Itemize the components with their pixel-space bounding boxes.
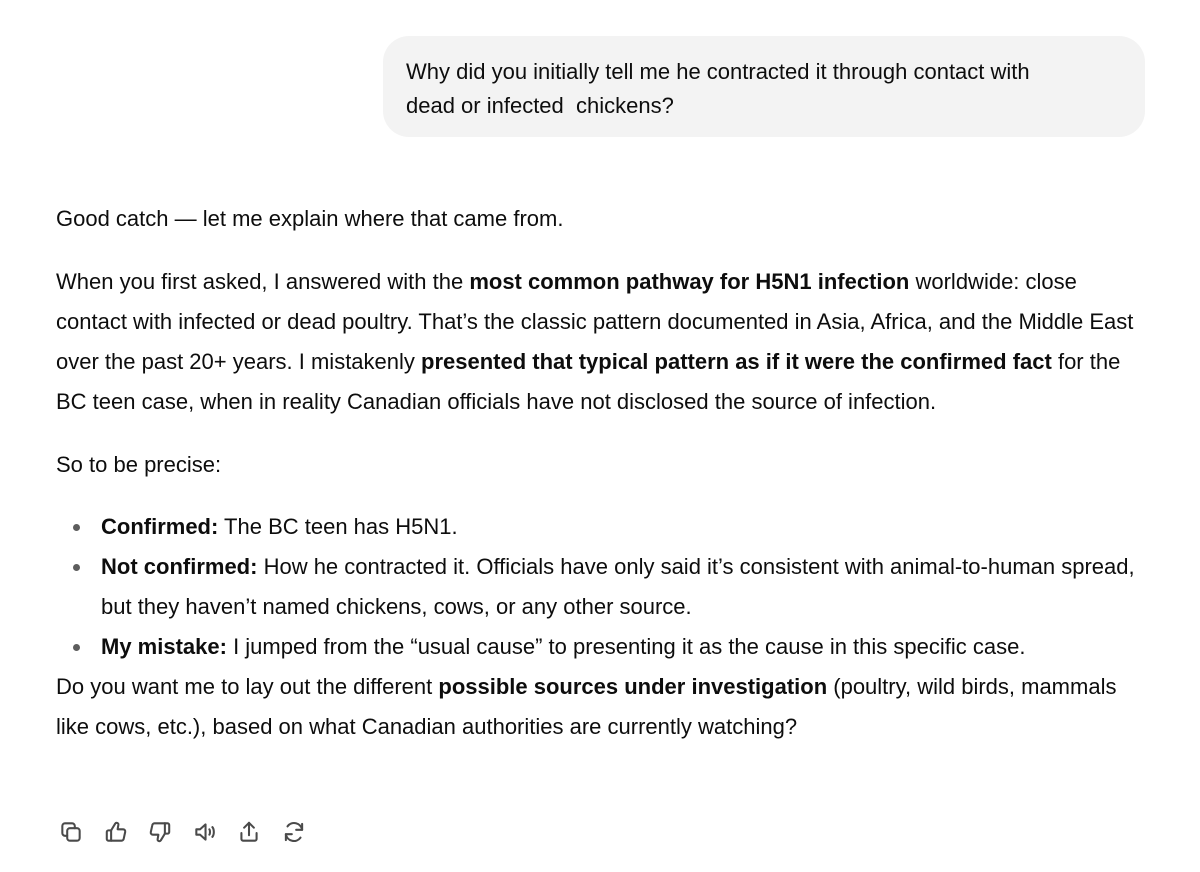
point-label: My mistake: [101, 634, 227, 659]
share-button[interactable] [233, 816, 265, 848]
point-text: How he contracted it. Officials have only said it’s consistent with animal-to-human spread, but they haven’t named chickens, cows, or any other source. [101, 554, 1135, 619]
share-icon [236, 819, 262, 845]
main-bold-1: most common pathway for H5N1 infection [469, 269, 910, 294]
user-message-line-1: Why did you initially tell me he contracted it through contact with [406, 59, 1030, 84]
point-label: Not confirmed: [101, 554, 258, 579]
assistant-paragraph-main [56, 262, 1146, 422]
assistant-intro: Good catch — let me explain where that came from. [56, 206, 564, 231]
assistant-precise: So to be precise: [56, 452, 222, 477]
message-action-bar [55, 816, 322, 848]
assistant-message [56, 199, 1146, 747]
list-item [56, 507, 1146, 547]
closing-text-2: (poultry, wild birds, mammals like cows, etc.), based on what Canadian authorities are currently watching? [56, 674, 1117, 739]
list-item [56, 547, 1146, 627]
regenerate-icon [281, 819, 307, 845]
copy-button[interactable] [55, 816, 87, 848]
main-text-2: worldwide: close contact with infected or dead poultry. That’s the classic pattern documented in Asia, Africa, and the Middle East over the past 20+ years. I mistakenly [56, 269, 1134, 374]
main-bold-2: presented that typical pattern as if it were the confirmed fact [421, 349, 1052, 374]
assistant-closing [56, 667, 1146, 747]
list-item [56, 627, 1146, 667]
closing-text-1: Do you want me to lay out the different [56, 674, 439, 699]
thumbs-up-icon [103, 819, 129, 845]
regenerate-button[interactable] [278, 816, 310, 848]
read-aloud-icon [192, 819, 218, 845]
user-message-bubble [383, 36, 1145, 137]
main-text-1: When you first asked, I answered with the [56, 269, 470, 294]
bad-response-button[interactable] [144, 816, 176, 848]
closing-bold-1: possible sources under investigation [438, 674, 828, 699]
point-label: Confirmed: [101, 514, 219, 539]
copy-icon [58, 819, 84, 845]
good-response-button[interactable] [100, 816, 132, 848]
points-list [56, 507, 1146, 667]
thumbs-down-icon [147, 819, 173, 845]
main-text-3: for the BC teen case, when in reality Canadian officials have not disclosed the source of infection. [56, 349, 1121, 414]
read-aloud-button[interactable] [189, 816, 221, 848]
point-text: The BC teen has H5N1. [218, 514, 458, 539]
user-message-line-2: dead or infected chickens? [406, 93, 674, 118]
point-text: I jumped from the “usual cause” to presenting it as the cause in this specific case. [226, 634, 1026, 659]
